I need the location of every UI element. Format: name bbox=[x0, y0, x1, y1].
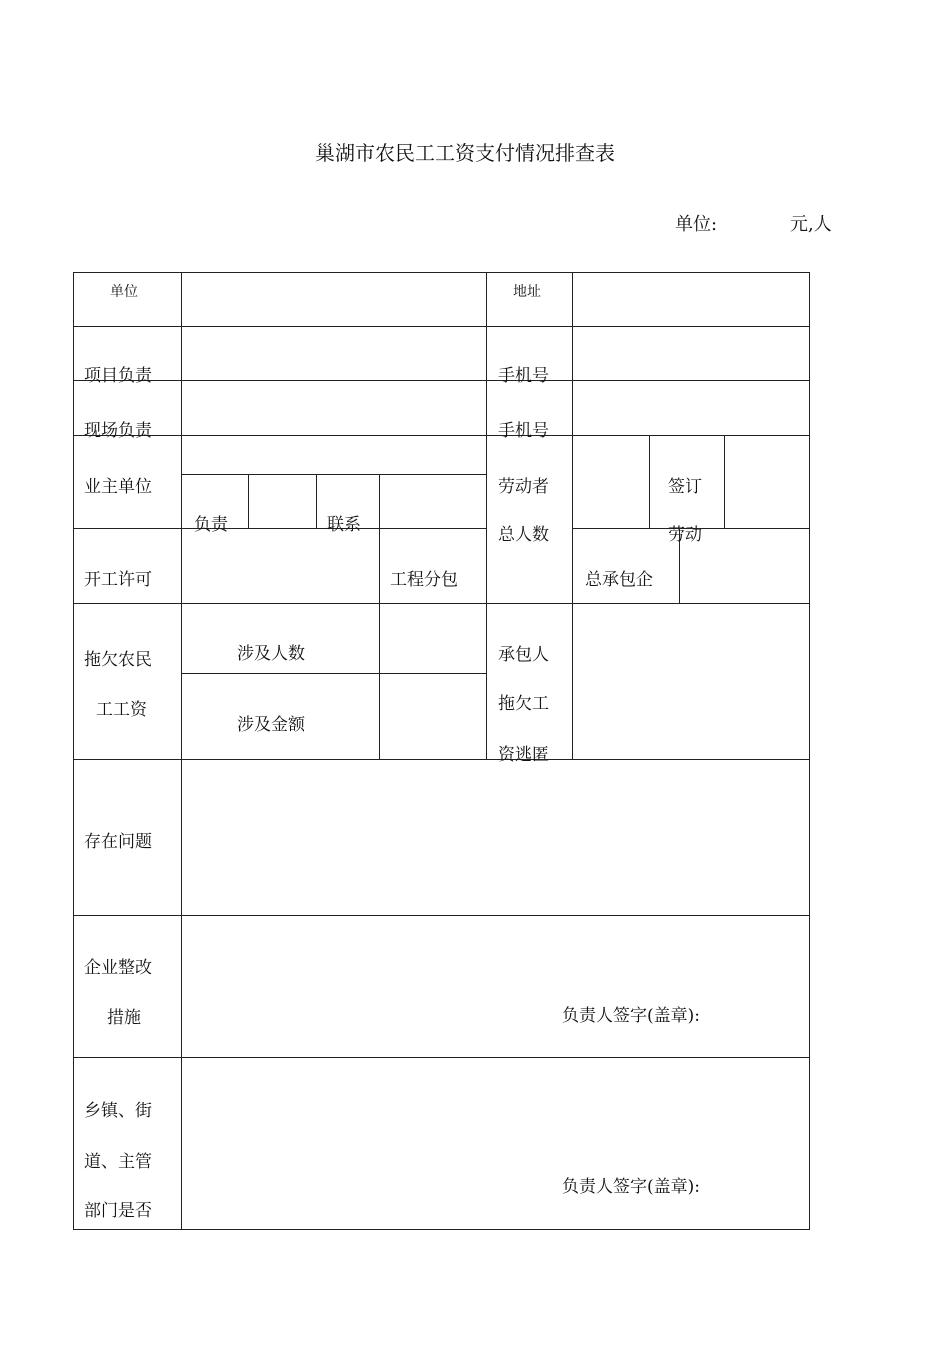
unit-value: 元,人 bbox=[790, 214, 832, 235]
row-line bbox=[73, 915, 810, 916]
label-escape-line2: 拖欠工 bbox=[498, 694, 549, 714]
label-address: 地址 bbox=[513, 284, 541, 300]
label-subcontract: 工程分包 bbox=[390, 570, 458, 590]
label-town-line2: 道、主管 bbox=[84, 1152, 152, 1172]
document-title: 巢湖市农民工工资支付情况排查表 bbox=[315, 141, 615, 165]
label-arrears-line2: 工工资 bbox=[96, 700, 147, 720]
col-line bbox=[649, 435, 650, 529]
label-project-manager: 项目负责 bbox=[84, 366, 152, 386]
label-escape-line3: 资逃匿 bbox=[498, 745, 549, 765]
row-line bbox=[181, 474, 487, 475]
label-contract-line1: 签订 bbox=[668, 477, 702, 497]
label-owner-person: 负责 bbox=[194, 515, 228, 535]
col-line bbox=[724, 435, 725, 529]
col-line bbox=[181, 272, 182, 1230]
col-line bbox=[572, 272, 573, 760]
label-amount: 涉及金额 bbox=[237, 715, 305, 735]
table-border-left bbox=[73, 272, 74, 1230]
label-town-line1: 乡镇、街 bbox=[84, 1101, 152, 1121]
label-phone-2: 手机号 bbox=[498, 421, 549, 441]
row-line bbox=[73, 528, 487, 529]
label-permit: 开工许可 bbox=[84, 570, 152, 590]
label-site-manager: 现场负责 bbox=[84, 421, 152, 441]
label-arrears-line1: 拖欠农民 bbox=[84, 650, 152, 670]
label-workers-line1: 劳动者 bbox=[498, 477, 549, 497]
row-line bbox=[73, 380, 810, 381]
label-phone-1: 手机号 bbox=[498, 366, 549, 386]
table-border-right bbox=[809, 272, 810, 1230]
rectify-signature-label: 负责人签字(盖章): bbox=[562, 1006, 700, 1026]
label-contract-line2: 劳动 bbox=[668, 525, 702, 545]
row-line bbox=[73, 603, 810, 604]
table-border-top bbox=[73, 272, 810, 273]
label-owner-contact: 联系 bbox=[327, 515, 361, 535]
col-line bbox=[316, 474, 317, 529]
label-issues: 存在问题 bbox=[84, 832, 152, 852]
col-line bbox=[379, 474, 380, 760]
label-owner-unit: 业主单位 bbox=[84, 477, 152, 497]
label-town-line3: 部门是否 bbox=[84, 1201, 152, 1221]
col-line bbox=[248, 474, 249, 529]
town-signature-label: 负责人签字(盖章): bbox=[562, 1177, 700, 1197]
label-rectify-line1: 企业整改 bbox=[84, 958, 152, 978]
label-rectify-line2: 措施 bbox=[107, 1008, 141, 1028]
label-unit: 单位 bbox=[110, 284, 138, 300]
row-line bbox=[73, 759, 810, 760]
label-workers-line2: 总人数 bbox=[498, 525, 549, 545]
label-general-contractor: 总承包企 bbox=[585, 570, 653, 590]
table-border-bottom bbox=[73, 1229, 810, 1230]
row-line bbox=[73, 1057, 810, 1058]
label-escape-line1: 承包人 bbox=[498, 645, 549, 665]
label-people-count: 涉及人数 bbox=[237, 644, 305, 664]
col-line bbox=[486, 272, 487, 760]
unit-label: 单位: bbox=[675, 214, 718, 235]
row-line bbox=[181, 673, 487, 674]
row-line bbox=[73, 326, 810, 327]
row-line bbox=[73, 435, 810, 436]
